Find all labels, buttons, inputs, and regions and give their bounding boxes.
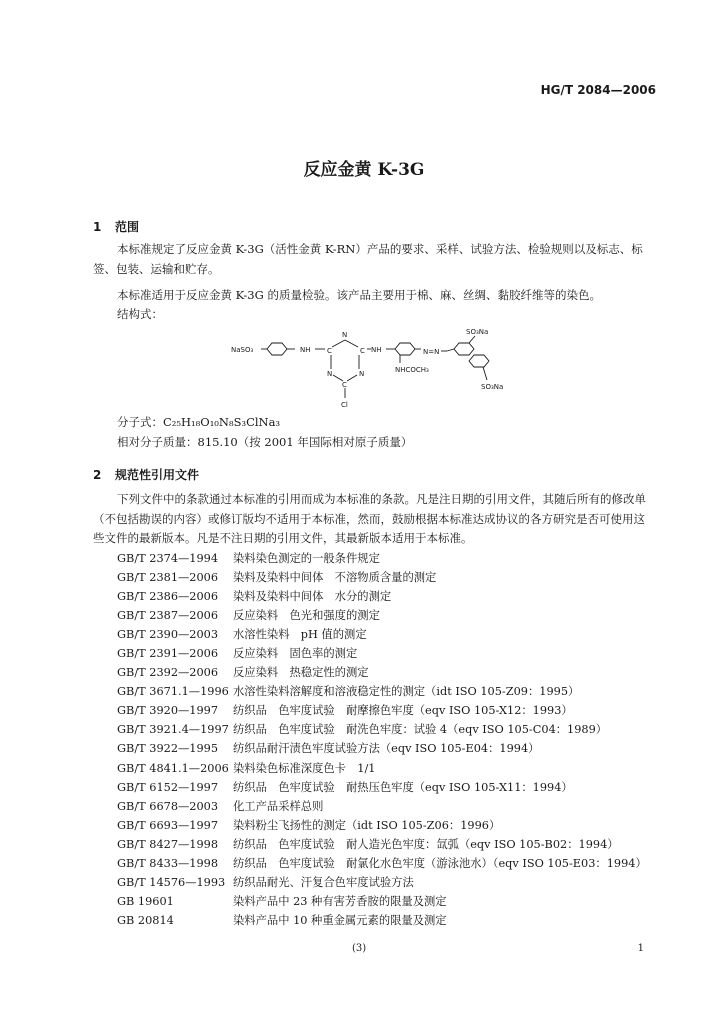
- applicability-text: 本标准适用于反应金黄 K-3G 的质量检验。该产品主要用于棉、麻、丝绸、黏胶纤维等的染色。: [117, 288, 601, 302]
- reference-title: 化工产品采样总则: [233, 799, 324, 813]
- struct-nh-left: NH: [300, 346, 311, 354]
- reference-item: [117, 701, 647, 720]
- reference-item: [117, 873, 647, 892]
- struct-cl: Cl: [341, 401, 348, 409]
- molecular-formula: 分子式：C₂₅H₁₈O₁₀N₈S₃ClNa₃: [117, 415, 281, 429]
- reference-code: GB/T 2381—2006: [117, 571, 219, 585]
- reference-code: GB/T 2387—2006: [117, 609, 219, 623]
- reference-title: 纺织品 色牢度试验 耐摩擦色牢度（eqv ISO 105-X12：1993）: [233, 704, 573, 718]
- struct-acetamido: NHCOCH₃: [395, 366, 429, 374]
- struct-ring-c-bottom: C: [342, 381, 347, 389]
- reference-title: 纺织品 色牢度试验 耐洗色牢度：试验 4（eqv ISO 105-C04：1989）: [233, 723, 608, 737]
- document-title: 反应金黄 K-3G: [303, 160, 425, 180]
- reference-title: 纺织品 色牢度试验 耐人造光色牢度：氙弧（eqv ISO 105-B02：1994）: [233, 837, 619, 851]
- reference-code: GB/T 2386—2006: [117, 590, 219, 604]
- reference-title: 染料染色测定的一般条件规定: [233, 552, 380, 565]
- struct-azo: N=N: [423, 348, 440, 356]
- section-2-heading: [93, 466, 199, 483]
- reference-code: GB/T 3922—1995: [117, 742, 219, 756]
- reference-code: GB/T 3920—1997: [117, 704, 219, 718]
- section-number: 2: [93, 468, 102, 482]
- struct-so3na-bottom: SO₃Na: [481, 383, 504, 391]
- reference-code: GB 20814: [117, 913, 174, 927]
- reference-item: [117, 682, 647, 701]
- reference-item: [117, 816, 647, 835]
- reference-item: [117, 587, 647, 606]
- reference-code: GB/T 2392—2006: [117, 666, 219, 680]
- section-title: 规范性引用文件: [115, 468, 200, 482]
- struct-ring-c-left: C: [327, 347, 332, 355]
- reference-item: [117, 778, 647, 797]
- reference-title: 染料粉尘飞扬性的测定（idt ISO 105-Z06：1996）: [233, 818, 501, 832]
- scope-paragraph: [93, 240, 653, 279]
- reference-code: GB/T 6152—1997: [117, 780, 219, 794]
- section-number: 1: [93, 220, 102, 234]
- reference-title: 染料染色标准深度色卡 1/1: [233, 761, 376, 775]
- reference-title: 水溶性染料溶解度和溶液稳定性的测定（idt ISO 105-Z09：1995）: [233, 685, 580, 699]
- reference-item: [117, 759, 647, 778]
- reference-title: 反应染料 热稳定性的测定: [233, 666, 369, 680]
- reference-item: [117, 663, 647, 682]
- reference-title: 染料产品中 23 种有害芳香胺的限量及测定: [233, 894, 447, 908]
- reference-code: GB/T 6693—1997: [117, 818, 219, 832]
- reference-item: [117, 854, 647, 873]
- reference-item: [117, 625, 647, 644]
- reference-item: [117, 835, 647, 854]
- reference-item: [117, 549, 647, 568]
- reference-code: GB/T 3921.4—1997: [117, 723, 229, 737]
- reference-item: [117, 720, 647, 739]
- reference-code: GB/T 2391—2006: [117, 647, 219, 661]
- reference-item: [117, 739, 647, 758]
- reference-code: GB/T 6678—2003: [117, 799, 219, 813]
- section-1-heading: [93, 218, 139, 235]
- reference-item: [117, 606, 647, 625]
- struct-ring-n-left: N: [327, 370, 333, 378]
- reference-code: GB/T 8427—1998: [117, 837, 219, 851]
- reference-item: [117, 644, 647, 663]
- struct-so3na-top: SO₃Na: [466, 328, 489, 336]
- reference-item: [117, 797, 647, 816]
- reference-title: 纺织品 色牢度试验 耐热压色牢度（eqv ISO 105-X11：1994）: [233, 780, 573, 794]
- reference-code: GB/T 4841.1—2006: [117, 761, 229, 775]
- struct-ring-n-top: N: [342, 331, 348, 339]
- page-number-roman: (3): [352, 943, 367, 954]
- molar-mass: 相对分子质量：815.10（按 2001 年国际相对原子质量）: [117, 435, 413, 449]
- reference-code: GB/T 14576—1993: [117, 875, 226, 889]
- struct-ring-n-right: N: [359, 370, 365, 378]
- standard-code: HG/T 2084—2006: [540, 83, 656, 97]
- reference-code: GB 19601: [117, 894, 174, 908]
- structural-formula: [225, 325, 525, 415]
- reference-item: [117, 568, 647, 587]
- reference-code: GB/T 2374—1994: [117, 552, 219, 565]
- struct-ring-c-right: C: [360, 347, 365, 355]
- section-title: 范围: [115, 220, 140, 234]
- references-intro: [93, 490, 653, 549]
- reference-title: 染料及染料中间体 不溶物质含量的测定: [233, 571, 437, 585]
- struct-nasso3: NaSO₃: [231, 346, 254, 354]
- reference-title: 纺织品耐光、汗复合色牢度试验方法: [233, 875, 414, 889]
- scope-text: 本标准规定了反应金黄 K-3G（活性金黄 K-RN）产品的要求、采样、试验方法、检验规则以及标志、标签、包装、运输和贮存。: [93, 242, 643, 276]
- reference-item: [117, 892, 647, 911]
- structure-label: 结构式：: [117, 307, 163, 321]
- reference-code: GB/T 3671.1—1996: [117, 685, 229, 699]
- reference-title: 反应染料 色光和强度的测定: [233, 609, 380, 623]
- references-intro-text: 下列文件中的条款通过本标准的引用而成为本标准的条款。凡是注日期的引用文件，其随后所有的修改单（不包括勘误的内容）或修订版均不适用于本标准，然而，鼓励根据本标准达成协议的各方研究是否可使用这些文件的最新版本。凡是不注日期的引用文件，其最新版本适用于本标准。: [93, 492, 646, 545]
- reference-title: 纺织品耐汗渍色牢度试验方法（eqv ISO 105-E04：1994）: [233, 742, 540, 756]
- reference-title: 染料产品中 10 种重金属元素的限量及测定: [233, 913, 447, 927]
- reference-title: 反应染料 固色率的测定: [233, 647, 358, 661]
- struct-nh-right: NH: [371, 346, 382, 354]
- reference-title: 纺织品 色牢度试验 耐氯化水色牢度（游泳池水）（eqv ISO 105-E03：1994）: [233, 856, 647, 870]
- reference-list: [117, 549, 647, 930]
- reference-code: GB/T 8433—1998: [117, 856, 219, 870]
- applicability-paragraph: [93, 286, 653, 306]
- reference-title: 水溶性染料 pH 值的测定: [233, 628, 367, 642]
- page-number: 1: [637, 943, 644, 954]
- reference-code: GB/T 2390—2003: [117, 628, 219, 642]
- reference-item: [117, 911, 647, 930]
- reference-title: 染料及染料中间体 水分的测定: [233, 590, 392, 604]
